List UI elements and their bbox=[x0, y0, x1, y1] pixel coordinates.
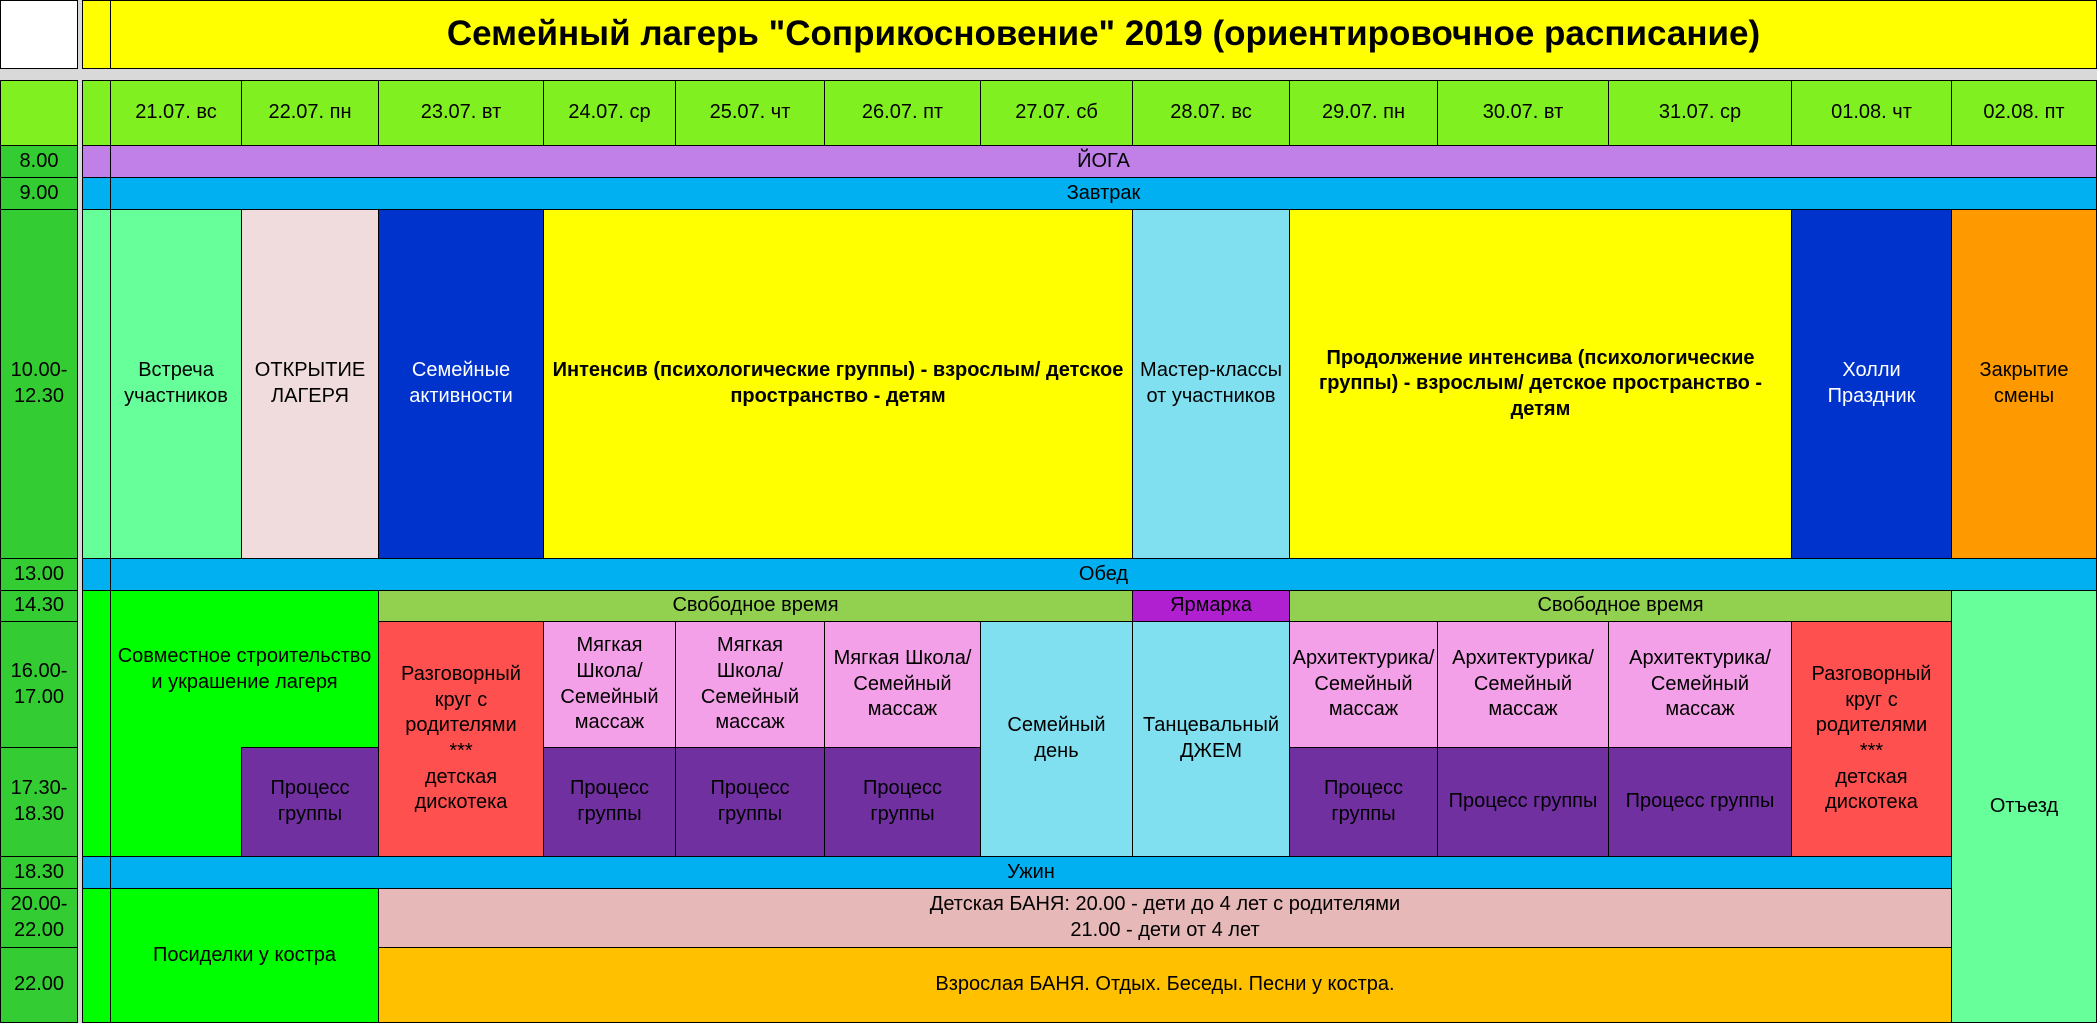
yoga-lead bbox=[82, 145, 111, 178]
date-header: 31.07. ср bbox=[1608, 80, 1792, 146]
date-header: 26.07. пт bbox=[824, 80, 981, 146]
group-process-cell: Процесс группы bbox=[1289, 747, 1438, 857]
date-header: 27.07. сб bbox=[980, 80, 1133, 146]
date-header: 01.08. чт bbox=[1791, 80, 1952, 146]
soft-school-cell: Мягкая Школа/ Семейный массаж bbox=[543, 621, 676, 748]
date-header: 29.07. пн bbox=[1289, 80, 1438, 146]
time-label: 18.30 bbox=[0, 856, 78, 889]
date-header: 28.07. вс bbox=[1132, 80, 1290, 146]
time-label: 9.00 bbox=[0, 177, 78, 210]
opening-cell: ОТКРЫТИЕ ЛАГЕРЯ bbox=[241, 209, 379, 559]
time-label: 20.00- 22.00 bbox=[0, 888, 78, 948]
date-header: 02.08. пт bbox=[1951, 80, 2097, 146]
group-process-cell: Процесс группы bbox=[824, 747, 981, 857]
date-header: 22.07. пн bbox=[241, 80, 379, 146]
page-title: Семейный лагерь "Соприкосновение" 2019 (ориентировочное расписание) bbox=[110, 0, 2097, 69]
date-header: 25.07. чт bbox=[675, 80, 825, 146]
fair-cell: Ярмарка bbox=[1132, 590, 1290, 622]
campfire-cell: Посиделки у костра bbox=[110, 888, 379, 1023]
time-label: 22.00 bbox=[0, 947, 78, 1023]
talk-circle-cell: Разговорный круг с родителями *** детская дискотека bbox=[1791, 621, 1952, 857]
dinner-row: Ужин bbox=[110, 856, 1952, 889]
group-process-cell: Процесс группы bbox=[543, 747, 676, 857]
departure-cell: Отъезд bbox=[1951, 590, 2097, 1023]
time-label: 14.30 bbox=[0, 590, 78, 622]
campfire-lead bbox=[82, 888, 111, 1023]
time-label: 8.00 bbox=[0, 145, 78, 178]
dance-jam-cell: Танцевальный ДЖЕМ bbox=[1132, 621, 1290, 857]
closing-cell: Закрытие смены bbox=[1951, 209, 2097, 559]
group-process-cell: Процесс группы bbox=[1608, 747, 1792, 857]
kids-bath-cell: Детская БАНЯ: 20.00 - дети до 4 лет с родителями 21.00 - дети от 4 лет bbox=[378, 888, 1952, 948]
breakfast-row: Завтрак bbox=[110, 177, 2097, 210]
soft-school-cell: Мягкая Школа/ Семейный массаж bbox=[824, 621, 981, 748]
time-label: 17.30- 18.30 bbox=[0, 747, 78, 857]
time-label: 10.00- 12.30 bbox=[0, 209, 78, 559]
family-day-cell: Семейный день bbox=[980, 621, 1133, 857]
yoga-row: ЙОГА bbox=[110, 145, 2097, 178]
date-header: 30.07. вт bbox=[1437, 80, 1609, 146]
gutter-horizontal bbox=[0, 68, 2097, 80]
lunch-lead bbox=[82, 558, 111, 591]
time-label: 13.00 bbox=[0, 558, 78, 591]
title-lead-cell bbox=[82, 0, 111, 69]
group-process-cell: Процесс группы bbox=[675, 747, 825, 857]
joint-building-lead bbox=[82, 590, 111, 857]
date-lead-cell bbox=[82, 80, 111, 146]
date-header: 24.07. ср bbox=[543, 80, 676, 146]
holi-cell: Холли Праздник bbox=[1791, 209, 1952, 559]
family-activities-cell: Семейные активности bbox=[378, 209, 544, 559]
masterclasses-cell: Мастер-классы от участников bbox=[1132, 209, 1290, 559]
date-header: 23.07. вт bbox=[378, 80, 544, 146]
intensive-continued-cell: Продолжение интенсива (психологические группы) - взрослым/ детское пространство - детям bbox=[1289, 209, 1792, 559]
lunch-row: Обед bbox=[110, 558, 2097, 591]
joint-building-cell: Совместное строительство и украшение лагеря bbox=[110, 590, 379, 748]
free-time-cell: Свободное время bbox=[1289, 590, 1952, 622]
intensive-cell: Интенсив (психологические группы) - взрослым/ детское пространство - детям bbox=[543, 209, 1133, 559]
talk-circle-cell: Разговорный круг с родителями *** детская дискотека bbox=[378, 621, 544, 857]
joint-building-tail bbox=[110, 747, 242, 857]
free-time-cell: Свободное время bbox=[378, 590, 1133, 622]
group-process-cell: Процесс группы bbox=[241, 747, 379, 857]
morning-lead bbox=[82, 209, 111, 559]
architecture-cell: Архитектурика/ Семейный массаж bbox=[1608, 621, 1792, 748]
adult-bath-cell: Взрослая БАНЯ. Отдых. Беседы. Песни у костра. bbox=[378, 947, 1952, 1023]
header-time-cell bbox=[0, 80, 78, 146]
corner-cell bbox=[0, 0, 78, 69]
architecture-cell: Архитектурика/ Семейный массаж bbox=[1437, 621, 1609, 748]
dinner-lead bbox=[82, 856, 111, 889]
breakfast-lead bbox=[82, 177, 111, 210]
time-label: 16.00- 17.00 bbox=[0, 621, 78, 748]
architecture-cell: Архитектурика/ Семейный массаж bbox=[1289, 621, 1438, 748]
group-process-cell: Процесс группы bbox=[1437, 747, 1609, 857]
soft-school-cell: Мягкая Школа/ Семейный массаж bbox=[675, 621, 825, 748]
meeting-cell: Встреча участников bbox=[110, 209, 242, 559]
date-header: 21.07. вс bbox=[110, 80, 242, 146]
